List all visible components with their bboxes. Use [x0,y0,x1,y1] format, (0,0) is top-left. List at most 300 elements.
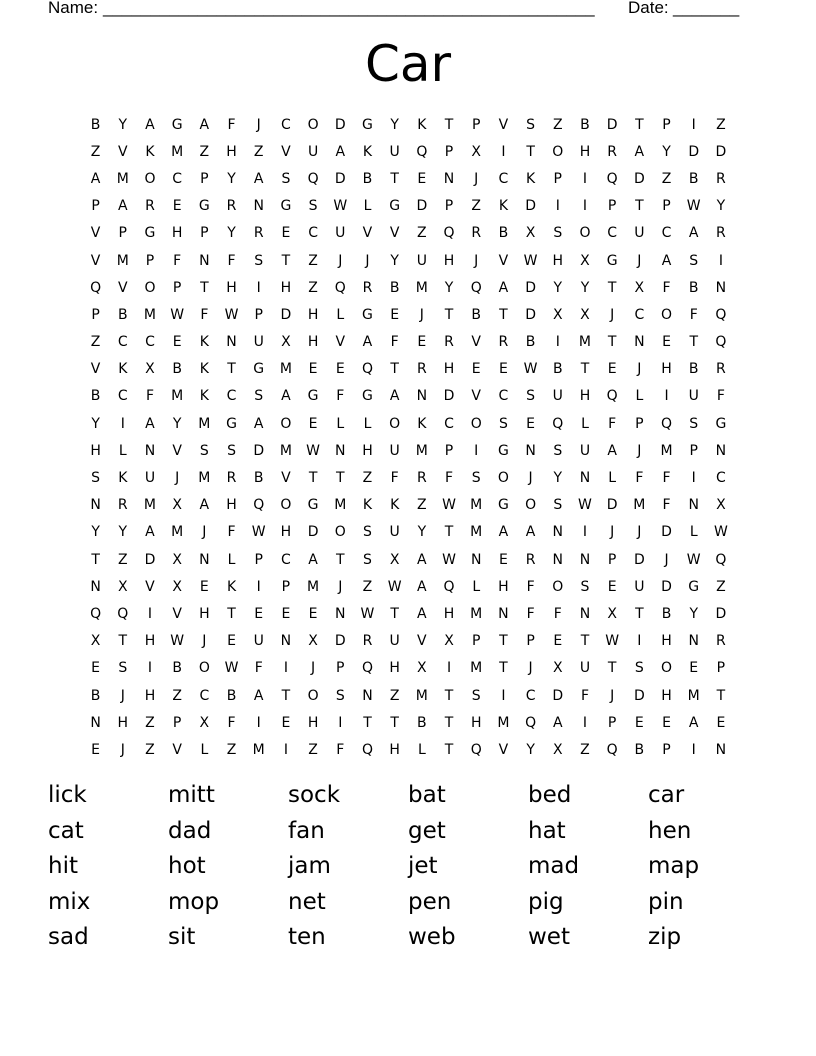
grid-letter[interactable]: H [144,633,156,650]
grid-letter[interactable]: G [144,225,156,242]
grid-letter[interactable]: C [145,334,155,351]
grid-letter[interactable]: Q [361,741,373,758]
grid-letter[interactable]: N [199,551,210,568]
grid-letter[interactable]: B [117,306,128,323]
grid-letter[interactable]: Z [226,741,237,758]
grid-letter[interactable]: P [145,252,155,269]
grid-letter[interactable]: D [280,306,292,323]
grid-letter[interactable]: Y [526,741,535,758]
grid-letter[interactable]: Y [118,116,128,133]
grid-letter[interactable]: R [416,470,427,487]
grid-letter[interactable]: X [471,143,482,160]
grid-letter[interactable]: B [580,116,590,133]
grid-letter[interactable]: F [662,279,671,296]
grid-letter[interactable]: R [145,198,155,215]
grid-letter[interactable]: I [283,741,288,758]
grid-letter[interactable]: O [280,415,292,432]
grid-letter[interactable]: R [525,551,536,568]
grid-letter[interactable]: R [716,170,726,187]
grid-letter[interactable]: M [660,442,673,459]
grid-letter[interactable]: A [417,605,427,622]
grid-letter[interactable]: V [471,388,481,405]
grid-letter[interactable]: W [170,306,185,323]
grid-letter[interactable]: Q [606,170,618,187]
grid-letter[interactable]: H [498,578,509,595]
grid-letter[interactable]: J [474,170,479,187]
grid-letter[interactable]: O [389,415,401,432]
grid-letter[interactable]: R [362,633,373,650]
grid-letter[interactable]: S [526,388,536,405]
grid-letter[interactable]: Q [443,225,455,242]
grid-letter[interactable]: J [610,306,615,323]
grid-letter[interactable]: K [362,497,373,514]
grid-letter[interactable]: J [338,252,343,269]
grid-letter[interactable]: N [525,442,536,459]
grid-letter[interactable]: E [199,578,209,595]
grid-letter[interactable]: B [525,334,536,351]
grid-letter[interactable]: G [307,388,319,405]
grid-letter[interactable]: X [90,633,101,650]
grid-letter[interactable]: T [390,714,399,731]
grid-letter[interactable]: S [553,442,563,459]
grid-letter[interactable]: I [256,279,261,296]
grid-letter[interactable]: W [686,198,701,215]
grid-letter[interactable]: B [471,306,482,323]
grid-letter[interactable]: V [117,143,128,160]
grid-letter[interactable]: I [664,388,669,405]
grid-letter[interactable]: T [499,633,508,650]
grid-letter[interactable]: Q [715,306,727,323]
grid-letter[interactable]: L [336,306,345,323]
grid-letter[interactable]: F [200,306,209,323]
grid-letter[interactable]: V [145,578,155,595]
grid-letter[interactable]: P [444,143,454,160]
grid-letter[interactable]: S [553,497,563,514]
grid-letter[interactable]: L [635,388,644,405]
grid-letter[interactable]: Z [117,551,128,568]
grid-letter[interactable]: R [117,497,128,514]
grid-letter[interactable]: H [117,714,129,731]
grid-letter[interactable]: N [280,633,292,650]
grid-letter[interactable]: M [415,442,428,459]
grid-letter[interactable]: S [634,660,644,677]
grid-letter[interactable]: Z [362,470,373,487]
grid-letter[interactable]: Q [661,415,673,432]
grid-letter[interactable]: H [90,442,101,459]
grid-letter[interactable]: M [307,578,320,595]
grid-letter[interactable]: Z [253,143,264,160]
grid-letter[interactable]: T [336,470,345,487]
grid-letter[interactable]: D [661,578,672,595]
grid-letter[interactable]: T [444,741,454,758]
grid-letter[interactable]: F [608,415,617,432]
grid-letter[interactable]: F [227,252,236,269]
grid-letter[interactable]: T [227,361,236,378]
grid-letter[interactable]: Y [390,252,399,269]
grid-letter[interactable]: J [637,252,642,269]
grid-letter[interactable]: P [172,279,182,296]
grid-letter[interactable]: P [471,633,481,650]
grid-letter[interactable]: K [145,143,155,160]
grid-letter[interactable]: T [526,143,535,160]
grid-letter[interactable]: S [553,225,563,242]
grid-letter[interactable]: U [579,442,591,459]
grid-letter[interactable]: S [199,442,209,459]
grid-letter[interactable]: E [498,361,508,378]
grid-letter[interactable]: N [552,551,564,568]
grid-letter[interactable]: E [91,741,101,758]
grid-letter[interactable]: A [498,279,509,296]
grid-letter[interactable]: Y [553,279,563,296]
grid-letter[interactable]: I [338,714,343,731]
grid-letter[interactable]: V [117,279,128,296]
grid-letter[interactable]: E [254,605,264,622]
grid-letter[interactable]: H [307,714,319,731]
grid-letter[interactable]: J [120,741,125,758]
grid-letter[interactable]: Z [661,170,672,187]
grid-letter[interactable]: L [608,470,617,487]
grid-letter[interactable]: L [227,551,236,568]
grid-letter[interactable]: I [446,660,452,677]
grid-letter[interactable]: A [335,143,346,160]
grid-letter[interactable]: I [501,687,506,704]
grid-letter[interactable]: H [307,334,319,351]
grid-letter[interactable]: M [497,714,510,731]
grid-letter[interactable]: M [143,306,157,323]
grid-letter[interactable]: R [416,361,427,378]
grid-letter[interactable]: S [254,388,264,405]
grid-letter[interactable]: E [417,334,427,351]
grid-letter[interactable]: H [280,524,292,541]
grid-letter[interactable]: E [662,714,671,731]
grid-letter[interactable]: M [415,279,428,296]
grid-letter[interactable]: S [91,470,101,487]
grid-letter[interactable]: K [118,361,128,378]
grid-letter[interactable]: Y [91,524,100,541]
grid-letter[interactable]: I [120,415,125,432]
grid-letter[interactable]: T [444,116,454,133]
grid-letter[interactable]: H [470,714,482,731]
grid-letter[interactable]: Y [689,605,698,622]
grid-letter[interactable]: Z [580,741,590,758]
grid-letter[interactable]: Z [308,741,318,758]
grid-letter[interactable]: D [307,524,319,541]
grid-letter[interactable]: T [689,334,698,351]
grid-letter[interactable]: A [90,170,101,187]
grid-letter[interactable]: H [362,442,373,459]
grid-letter[interactable]: W [605,633,620,650]
grid-letter[interactable]: Q [90,605,102,622]
grid-letter[interactable]: R [253,225,264,242]
grid-letter[interactable]: R [226,470,237,487]
grid-letter[interactable]: H [226,143,237,160]
grid-letter[interactable]: H [171,225,183,242]
grid-letter[interactable]: N [362,687,373,704]
grid-letter[interactable]: B [688,170,699,187]
grid-letter[interactable]: H [661,687,672,704]
grid-letter[interactable]: M [470,524,483,541]
grid-letter[interactable]: T [444,714,454,731]
grid-letter[interactable]: V [281,470,291,487]
grid-letter[interactable]: J [419,306,424,323]
grid-letter[interactable]: Q [525,714,537,731]
grid-letter[interactable]: G [497,497,509,514]
grid-letter[interactable]: M [334,497,347,514]
grid-letter[interactable]: B [688,361,699,378]
grid-letter[interactable]: Q [715,334,727,351]
grid-letter[interactable]: X [607,605,617,622]
grid-letter[interactable]: L [472,578,481,595]
grid-letter[interactable]: V [498,252,509,269]
grid-letter[interactable]: D [633,170,645,187]
grid-letter[interactable]: T [390,170,399,187]
grid-letter[interactable]: N [90,497,101,514]
grid-letter[interactable]: R [362,279,373,296]
grid-letter[interactable]: B [90,116,101,133]
grid-letter[interactable]: U [634,578,645,595]
grid-letter[interactable]: O [497,470,509,487]
grid-letter[interactable]: A [417,551,427,568]
grid-letter[interactable]: A [253,170,264,187]
grid-letter[interactable]: B [253,470,264,487]
grid-letter[interactable]: P [91,306,100,323]
grid-letter[interactable]: M [415,687,428,704]
grid-letter[interactable]: E [471,361,481,378]
grid-letter[interactable]: F [526,578,535,595]
grid-letter[interactable]: P [336,660,345,677]
grid-letter[interactable]: B [226,687,237,704]
grid-letter[interactable]: T [308,470,318,487]
grid-letter[interactable]: Q [90,279,102,296]
grid-letter[interactable]: H [579,143,591,160]
grid-letter[interactable]: D [334,170,346,187]
grid-letter[interactable]: E [689,660,699,677]
grid-letter[interactable]: S [498,415,508,432]
grid-letter[interactable]: A [389,388,400,405]
grid-letter[interactable]: S [471,470,481,487]
grid-letter[interactable]: N [335,442,346,459]
grid-letter[interactable]: R [498,334,509,351]
grid-letter[interactable]: W [224,660,239,677]
grid-letter[interactable]: Z [90,334,101,351]
grid-letter[interactable]: Y [172,415,182,432]
grid-letter[interactable]: U [307,143,319,160]
grid-letter[interactable]: W [306,442,321,459]
grid-letter[interactable]: A [688,714,699,731]
grid-letter[interactable]: E [662,334,671,351]
grid-letter[interactable]: J [338,578,343,595]
grid-letter[interactable]: C [199,687,210,704]
grid-letter[interactable]: K [390,497,400,514]
grid-letter[interactable]: A [145,415,155,432]
grid-letter[interactable]: U [688,388,699,405]
grid-letter[interactable]: C [716,470,726,487]
grid-letter[interactable]: V [172,741,182,758]
grid-letter[interactable]: Z [716,116,726,133]
grid-letter[interactable]: Q [470,279,482,296]
grid-letter[interactable]: K [417,415,427,432]
grid-letter[interactable]: J [528,470,533,487]
grid-letter[interactable]: E [390,306,400,323]
grid-letter[interactable]: K [417,116,427,133]
grid-letter[interactable]: V [90,225,101,242]
grid-letter[interactable]: V [335,334,346,351]
grid-letter[interactable]: T [607,660,617,677]
grid-letter[interactable]: T [281,252,291,269]
grid-letter[interactable]: U [389,633,400,650]
grid-letter[interactable]: N [416,388,428,405]
grid-letter[interactable]: J [256,116,261,133]
grid-letter[interactable]: O [334,524,346,541]
grid-letter[interactable]: N [688,633,699,650]
grid-letter[interactable]: B [90,388,101,405]
grid-letter[interactable]: O [198,660,210,677]
grid-letter[interactable]: Z [552,116,563,133]
grid-letter[interactable]: N [688,497,699,514]
grid-letter[interactable]: Y [444,279,454,296]
grid-letter[interactable]: P [553,170,562,187]
grid-letter[interactable]: D [715,143,727,160]
grid-letter[interactable]: W [523,252,538,269]
grid-letter[interactable]: F [580,687,589,704]
grid-letter[interactable]: T [607,334,617,351]
grid-letter[interactable]: N [144,442,156,459]
grid-letter[interactable]: Z [145,741,155,758]
grid-letter[interactable]: C [226,388,237,405]
grid-letter[interactable]: K [226,578,237,595]
grid-letter[interactable]: W [686,551,701,568]
grid-letter[interactable]: D [606,116,618,133]
grid-letter[interactable]: I [256,714,261,731]
grid-letter[interactable]: N [335,605,346,622]
grid-letter[interactable]: M [171,524,184,541]
grid-letter[interactable]: N [498,605,509,622]
grid-letter[interactable]: E [308,605,318,622]
grid-letter[interactable]: F [662,497,671,514]
grid-letter[interactable]: Q [606,388,618,405]
grid-letter[interactable]: G [171,116,183,133]
grid-letter[interactable]: Q [361,361,373,378]
grid-letter[interactable]: I [283,660,288,677]
grid-letter[interactable]: L [581,415,589,432]
grid-letter[interactable]: E [607,361,617,378]
grid-letter[interactable]: B [362,170,373,187]
grid-letter[interactable]: S [689,415,699,432]
grid-letter[interactable]: H [443,252,455,269]
grid-letter[interactable]: R [716,633,726,650]
grid-letter[interactable]: P [526,633,535,650]
grid-letter[interactable]: J [528,660,533,677]
grid-letter[interactable]: J [311,660,316,677]
grid-letter[interactable]: T [635,198,644,215]
grid-letter[interactable]: X [308,633,318,650]
grid-letter[interactable]: A [498,524,509,541]
grid-letter[interactable]: M [279,361,292,378]
grid-letter[interactable]: U [389,143,400,160]
grid-letter[interactable]: A [199,497,210,514]
grid-letter[interactable]: X [525,225,536,242]
grid-letter[interactable]: G [226,415,237,432]
grid-letter[interactable]: Z [716,578,726,595]
grid-letter[interactable]: F [336,388,345,405]
grid-letter[interactable]: P [444,198,454,215]
grid-letter[interactable]: W [442,497,456,514]
grid-letter[interactable]: I [691,741,696,758]
grid-letter[interactable]: T [227,605,236,622]
grid-letter[interactable]: N [90,714,101,731]
grid-letter[interactable]: K [199,361,209,378]
grid-letter[interactable]: U [389,524,400,541]
grid-letter[interactable]: U [579,660,591,677]
grid-letter[interactable]: P [254,306,263,323]
grid-letter[interactable]: N [226,334,237,351]
grid-letter[interactable]: V [172,605,182,622]
grid-letter[interactable]: T [390,605,399,622]
grid-letter[interactable]: Y [553,470,563,487]
grid-letter[interactable]: Y [118,524,128,541]
grid-letter[interactable]: A [253,415,264,432]
grid-letter[interactable]: C [498,388,509,405]
grid-letter[interactable]: G [307,497,319,514]
grid-letter[interactable]: F [716,388,725,405]
grid-letter[interactable]: X [145,361,155,378]
grid-letter[interactable]: O [661,660,673,677]
grid-letter[interactable]: O [661,306,673,323]
grid-letter[interactable]: D [661,524,672,541]
grid-letter[interactable]: E [227,633,236,650]
grid-letter[interactable]: N [715,741,727,758]
grid-letter[interactable]: O [144,279,156,296]
grid-letter[interactable]: A [145,116,155,133]
grid-letter[interactable]: Z [417,225,427,242]
grid-letter[interactable]: C [661,225,672,242]
grid-letter[interactable]: T [118,633,128,650]
grid-letter[interactable]: T [444,524,454,541]
grid-letter[interactable]: G [606,252,618,269]
grid-letter[interactable]: D [144,551,156,568]
grid-letter[interactable]: N [199,252,210,269]
grid-letter[interactable]: X [117,578,128,595]
grid-letter[interactable]: B [389,279,400,296]
grid-letter[interactable]: X [552,306,563,323]
grid-letter[interactable]: Q [253,497,265,514]
grid-letter[interactable]: U [389,442,400,459]
grid-letter[interactable]: E [281,225,291,242]
grid-letter[interactable]: H [307,306,319,323]
grid-letter[interactable]: O [307,116,319,133]
grid-letter[interactable]: P [662,116,671,133]
grid-letter[interactable]: G [198,198,210,215]
grid-letter[interactable]: H [389,741,400,758]
grid-letter[interactable]: X [172,578,182,595]
grid-letter[interactable]: J [474,252,479,269]
grid-letter[interactable]: Z [90,143,101,160]
grid-letter[interactable]: T [91,551,100,568]
grid-letter[interactable]: Q [416,143,428,160]
grid-letter[interactable]: L [417,741,426,758]
grid-letter[interactable]: T [499,660,508,677]
grid-letter[interactable]: T [281,687,291,704]
grid-letter[interactable]: X [552,741,563,758]
grid-letter[interactable]: P [91,198,100,215]
grid-letter[interactable]: E [716,714,726,731]
grid-letter[interactable]: A [552,714,563,731]
grid-letter[interactable]: A [308,551,318,568]
grid-letter[interactable]: G [715,415,727,432]
grid-letter[interactable]: D [633,687,645,704]
grid-letter[interactable]: J [202,633,207,650]
grid-letter[interactable]: R [444,334,454,351]
